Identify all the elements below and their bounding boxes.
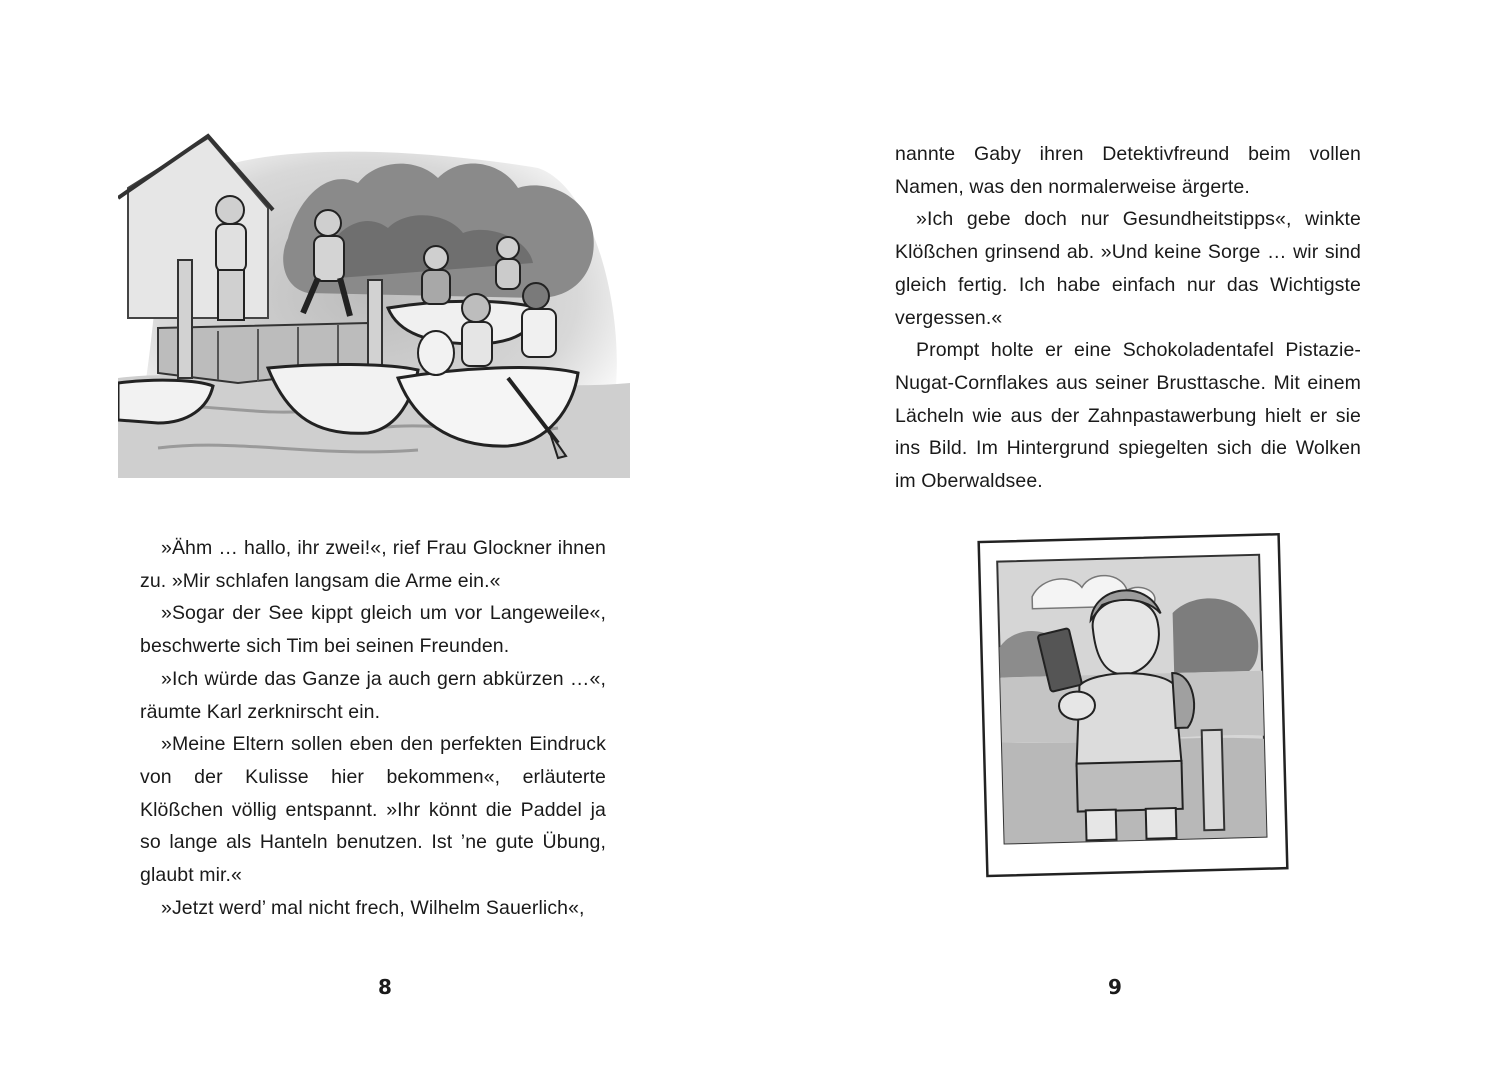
paragraph: »Ähm … hallo, ihr zwei!«, rief Frau Glockner ihnen zu. »Mir schlafen langsam die Arme ein.« bbox=[140, 537, 606, 592]
left-page-text bbox=[140, 532, 606, 924]
right-page bbox=[750, 0, 1500, 1087]
paragraph: »Meine Eltern sollen eben den perfekten Eindruck von der Kulisse hier bekommen«, erläuterte Klößchen völlig entspannt. »Ihr könnt die Paddel ja so lange als Hanteln benutzen. Ist ’ne gute Übung, glaubt mir.« bbox=[140, 733, 606, 887]
paragraph: »Jetzt werd’ mal nicht frech, Wilhelm Sauerlich«, bbox=[161, 896, 585, 919]
lake-dock-boats-illustration bbox=[118, 128, 630, 478]
paragraph: »Ich gebe doch nur Gesundheitstipps«, winkte Klößchen grinsend ab. »Und keine Sorge … wir sind gleich fertig. Ich habe einfach nur das Wichtigste vergessen.« bbox=[895, 208, 1361, 329]
paragraph: »Sogar der See kippt gleich um vor Langeweile«, beschwerte sich Tim bei seinen Freunden. bbox=[140, 602, 606, 658]
right-page-text bbox=[895, 138, 1361, 498]
page-number: 9 bbox=[1108, 975, 1122, 999]
paragraph: »Ich würde das Ganze ja auch gern abkürzen …«, räumte Karl zerknirscht ein. bbox=[140, 667, 606, 723]
paragraph: Prompt holte er eine Schokoladentafel Pistazie-Nugat-Cornflakes aus seiner Brusttasche. Mit einem Lächeln wie aus der Zahnpastawerbung hielt er sie ins Bild. Im Hintergrund spiegelten sich die Wolken im Oberwaldsee. bbox=[895, 339, 1361, 493]
photo-boy-with-chocolate-bar bbox=[975, 524, 1300, 886]
paragraph: nannte Gaby ihren Detektivfreund beim vollen Namen, was den normalerweise ärgerte. bbox=[895, 143, 1361, 198]
page-number: 8 bbox=[378, 975, 392, 999]
